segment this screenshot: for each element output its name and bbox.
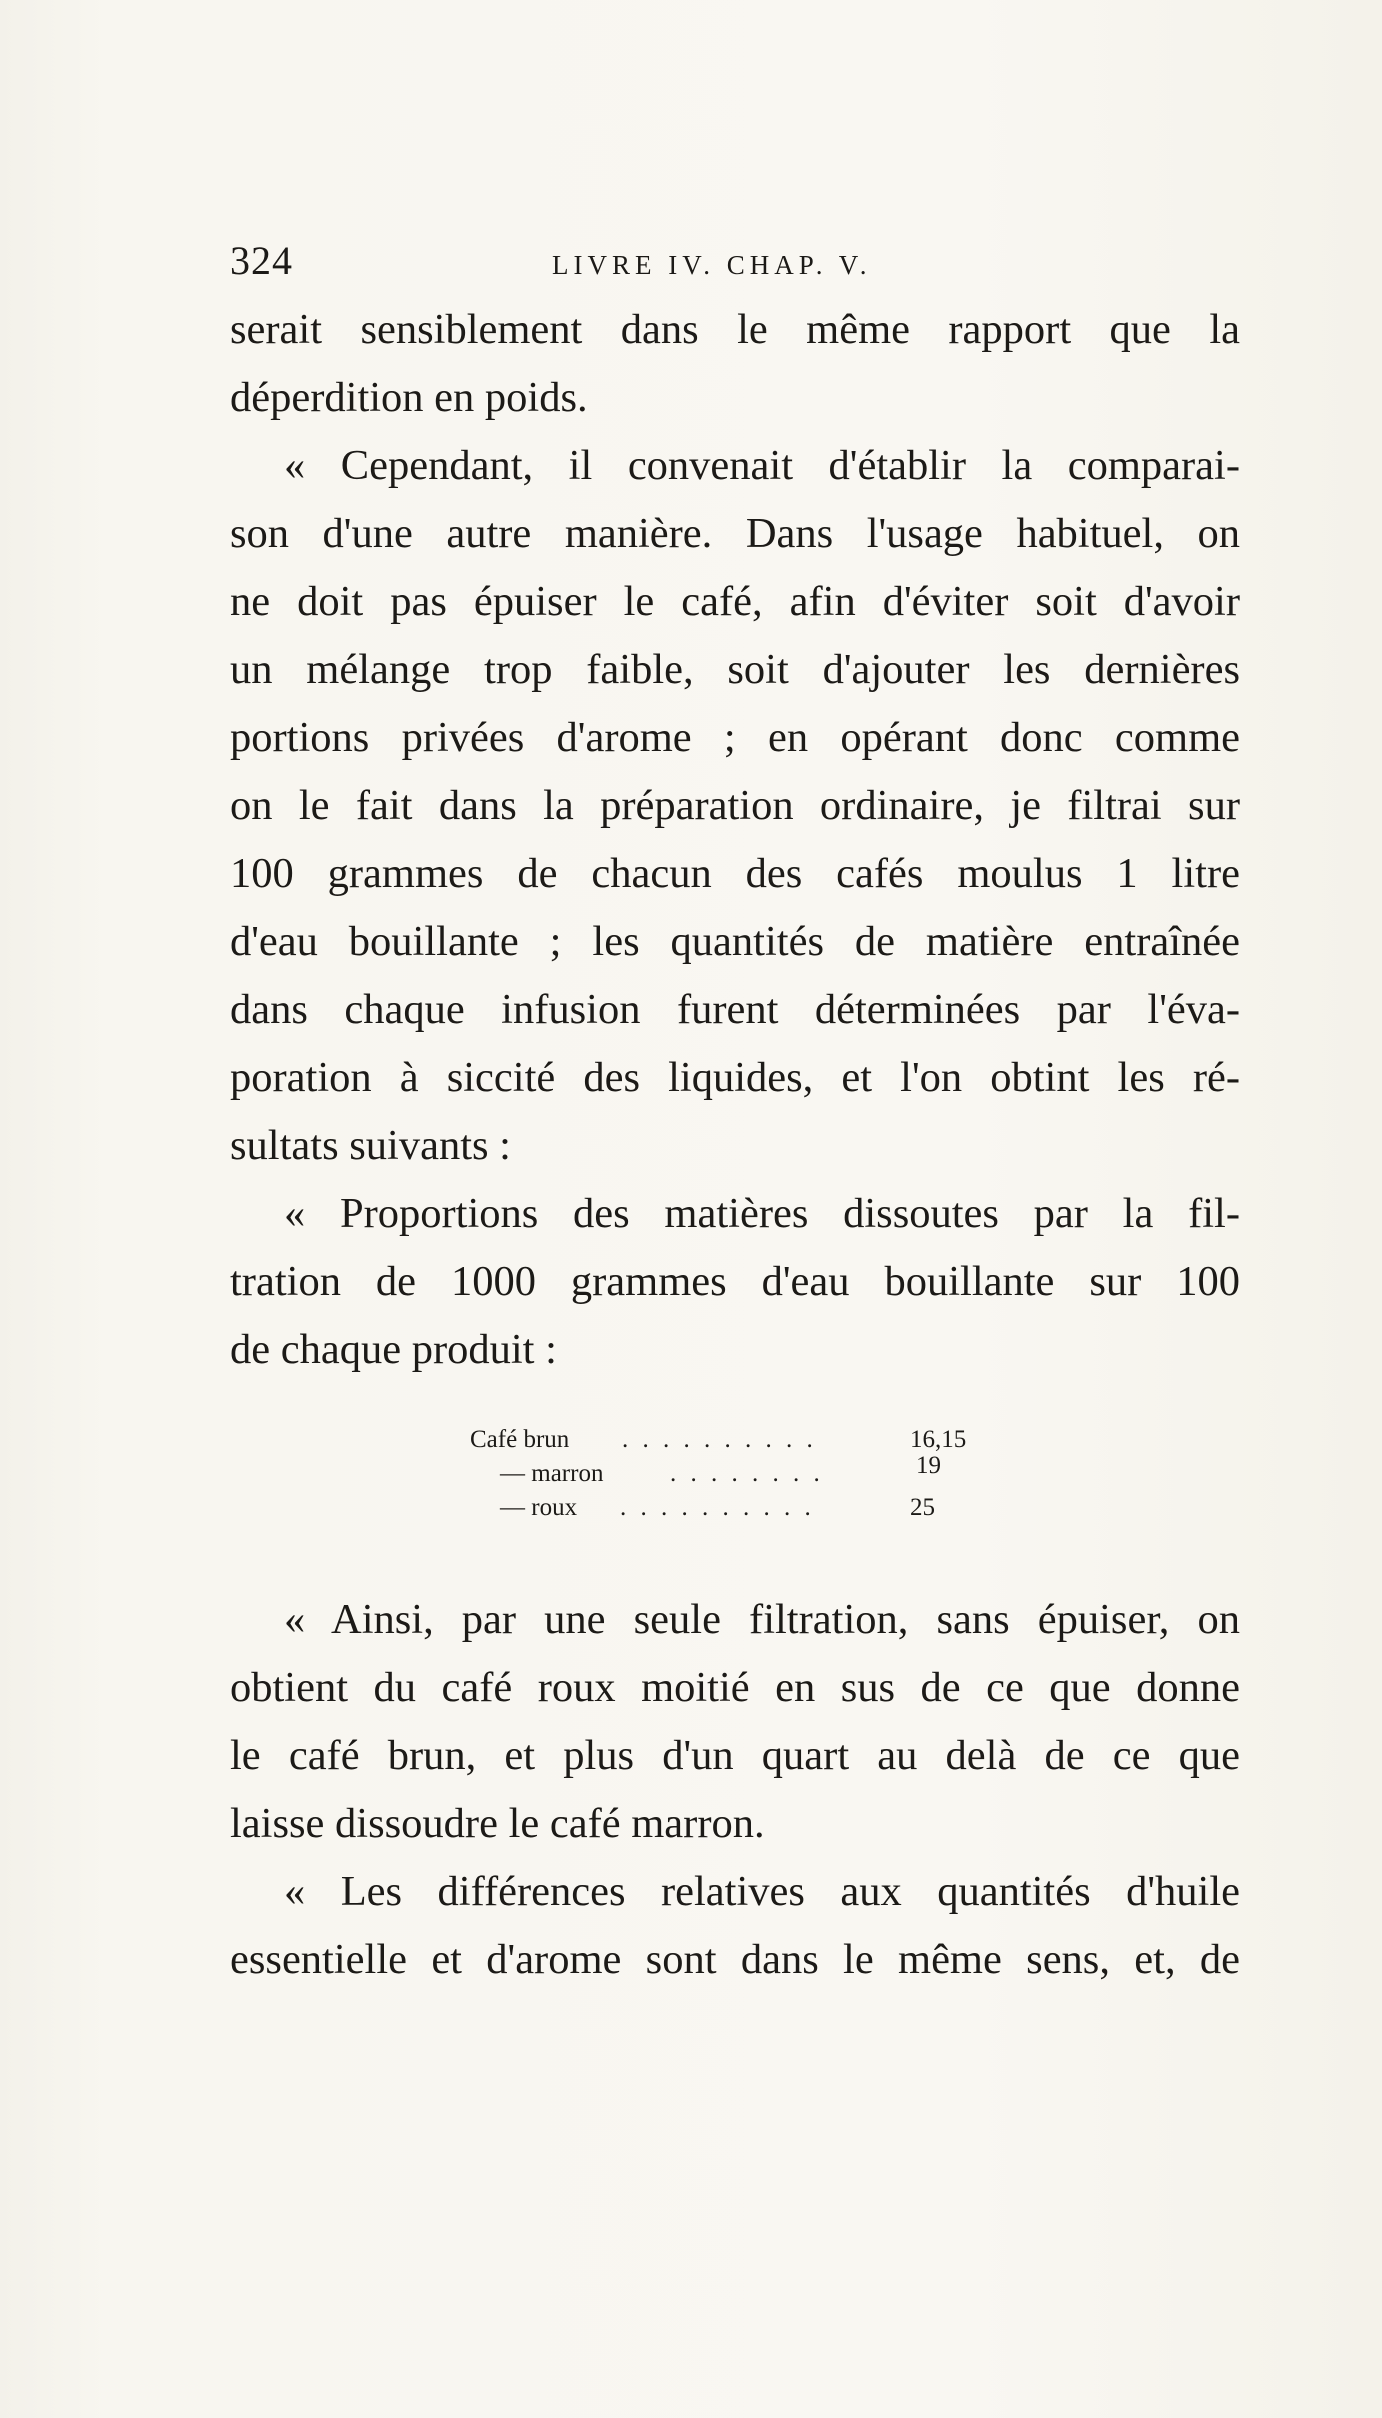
table-row bbox=[470, 1426, 970, 1460]
running-head: LIVRE IV. CHAP. V. bbox=[552, 250, 872, 280]
text-line: portions privées d'arome ; en opérant donc comme bbox=[230, 714, 1240, 761]
row-value: 19 bbox=[916, 1452, 941, 1479]
text-line: « Cependant, il convenait d'établir la comparai- bbox=[284, 442, 1240, 489]
text-line: « Ainsi, par une seule filtration, sans épuiser, on bbox=[284, 1596, 1240, 1643]
leader-dots: . . . . . . . . bbox=[670, 1460, 824, 1487]
text-line: « Les différences relatives aux quantités d'huile bbox=[284, 1868, 1240, 1915]
text-line: poration à siccité des liquides, et l'on obtint les ré- bbox=[230, 1054, 1240, 1101]
page-number: 324 bbox=[230, 238, 293, 283]
text-line: essentielle et d'arome sont dans le même sens, et, de bbox=[230, 1936, 1240, 1983]
body-text-top bbox=[230, 296, 1240, 1384]
text-line: ne doit pas épuiser le café, afin d'éviter soit d'avoir bbox=[230, 578, 1240, 625]
body-text-bottom bbox=[230, 1586, 1240, 1994]
text-line: dans chaque infusion furent déterminées par l'éva- bbox=[230, 986, 1240, 1033]
text-line: de chaque produit : bbox=[230, 1326, 557, 1373]
row-value: 16,15 bbox=[910, 1426, 967, 1453]
text-line: sultats suivants : bbox=[230, 1122, 511, 1169]
text-line: « Proportions des matières dissoutes par la fil- bbox=[284, 1190, 1240, 1237]
page-header bbox=[230, 236, 1240, 296]
text-line: son d'une autre manière. Dans l'usage habituel, on bbox=[230, 510, 1240, 557]
text-line: déperdition en poids. bbox=[230, 374, 588, 421]
text-line: un mélange trop faible, soit d'ajouter les dernières bbox=[230, 646, 1240, 693]
row-value: 25 bbox=[910, 1494, 935, 1521]
text-line: 100 grammes de chacun des cafés moulus 1 litre bbox=[230, 850, 1240, 897]
text-line: on le fait dans la préparation ordinaire, je filtrai sur bbox=[230, 782, 1240, 829]
text-line: le café brun, et plus d'un quart au delà de ce que bbox=[230, 1732, 1240, 1779]
text-line: serait sensiblement dans le même rapport que la bbox=[230, 306, 1240, 353]
text-line: d'eau bouillante ; les quantités de matière entraînée bbox=[230, 918, 1240, 965]
row-label: — roux bbox=[500, 1494, 578, 1521]
leader-dots: . . . . . . . . . . bbox=[622, 1426, 817, 1453]
row-label: Café brun bbox=[470, 1426, 570, 1453]
table-row bbox=[470, 1452, 970, 1494]
text-line: obtient du café roux moitié en sus de ce que donne bbox=[230, 1664, 1240, 1711]
table-row bbox=[470, 1494, 970, 1528]
text-line: tration de 1000 grammes d'eau bouillante sur 100 bbox=[230, 1258, 1240, 1305]
text-line: laisse dissoudre le café marron. bbox=[230, 1800, 765, 1847]
row-label: — marron bbox=[500, 1460, 604, 1487]
results-table bbox=[470, 1426, 970, 1528]
leader-dots: . . . . . . . . . . bbox=[620, 1494, 815, 1521]
